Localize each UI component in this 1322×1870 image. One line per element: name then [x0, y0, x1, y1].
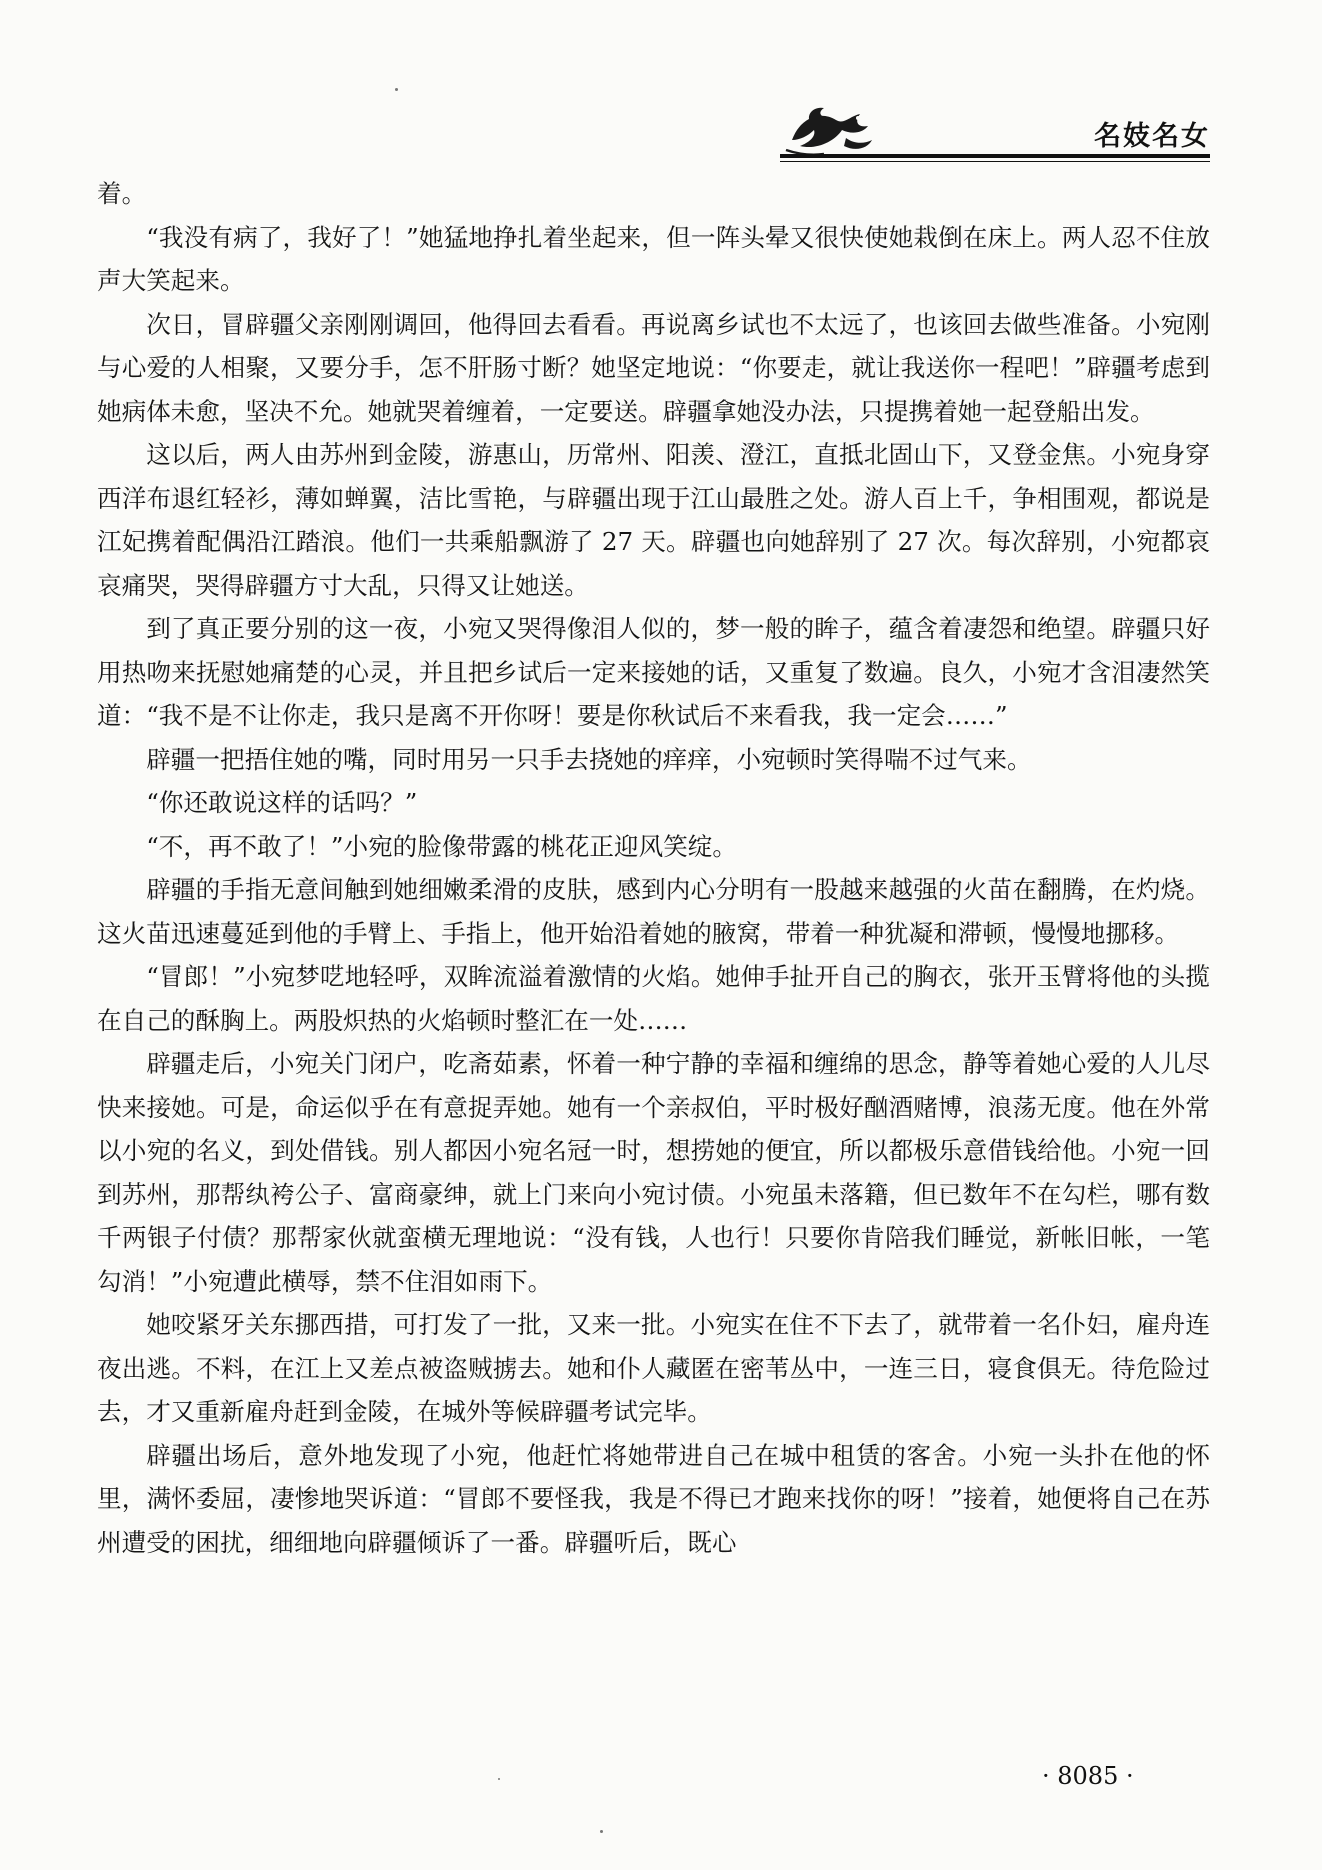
page-number: · 8085 ·	[1042, 1762, 1134, 1790]
header-rule-thick	[780, 154, 1210, 158]
scan-speck	[498, 1778, 500, 1780]
dragon-emblem-icon	[780, 100, 880, 162]
paragraph: 辟疆出场后，意外地发现了小宛，他赶忙将她带进自己在城中租赁的客舍。小宛一头扑在他的怀里，满怀委屈，凄惨地哭诉道：“冒郎不要怪我，我是不得已才跑来找你的呀！”接着，她便将自己在苏州遭受的困扰，细细地向辟疆倾诉了一番。辟疆听后，既心	[97, 1440, 1210, 1557]
running-header	[780, 100, 1210, 170]
section-title: 名妓名女	[1094, 121, 1210, 152]
paragraph: 辟疆一把捂住她的嘴，同时用另一只手去挠她的痒痒，小宛顿时笑得喘不过气来。	[146, 744, 1032, 774]
paragraph: “我没有病了，我好了！”她猛地挣扎着坐起来，但一阵头晕又很快使她栽倒在床上。两人忍不住放声大笑起来。	[97, 222, 1210, 295]
header-rule-thin	[780, 161, 1210, 162]
paragraph: 辟疆走后，小宛关门闭户，吃斋茹素，怀着一种宁静的幸福和缠绵的思念，静等着她心爱的人儿尽快来接她。可是，命运似乎在有意捉弄她。她有一个亲叔伯，平时极好酗酒赌博，浪荡无度。他在外常以小宛的名义，到处借钱。别人都因小宛名冠一时，想捞她的便宜，所以都极乐意借钱给他。小宛一回到苏州，那帮纨袴公子、富商豪绅，就上门来向小宛讨债。小宛虽未落籍，但已数年不在勾栏，哪有数千两银子付债？那帮家伙就蛮横无理地说：“没有钱，人也行！只要你肯陪我们睡觉，新帐旧帐，一笔勾消！”小宛遭此横辱，禁不住泪如雨下。	[97, 1049, 1210, 1296]
paragraph: 这以后，两人由苏州到金陵，游惠山，历常州、阳羡、澄江，直抵北固山下，又登金焦。小宛身穿西洋布退红轻衫，薄如蝉翼，洁比雪艳，与辟疆出现于江山最胜之处。游人百上千，争相围观，都说是江妃携着配偶沿江踏浪。他们一共乘船飘游了 27 天。辟疆也向她辞别了 27 次。每次辞别，小宛都哀哀痛哭，哭得辟疆方寸大乱，只得又让她送。	[97, 440, 1210, 600]
scan-speck	[600, 1830, 603, 1833]
paragraph: “冒郎！”小宛梦呓地轻呼，双眸流溢着激情的火焰。她伸手扯开自己的胸衣，张开玉臂将他的头揽在自己的酥胸上。两股炽热的火焰顿时整汇在一处……	[97, 962, 1210, 1035]
paragraph: 次日，冒辟疆父亲刚刚调回，他得回去看看。再说离乡试也不太远了，也该回去做些准备。小宛刚与心爱的人相聚，又要分手，怎不肝肠寸断？她坚定地说：“你要走，就让我送你一程吧！”辟疆考虑到她病体未愈，坚决不允。她就哭着缠着，一定要送。辟疆拿她没办法，只提携着她一起登船出发。	[97, 309, 1210, 426]
paragraph: 辟疆的手指无意间触到她细嫩柔滑的皮肤，感到内心分明有一股越来越强的火苗在翻腾，在灼烧。这火苗迅速蔓延到他的手臂上、手指上，他开始沿着她的腋窝，带着一种犹凝和滞顿，慢慢地挪移。	[97, 875, 1210, 948]
paragraph: “不，再不敢了！”小宛的脸像带露的桃花正迎风笑绽。	[146, 831, 737, 861]
paragraph: 她咬紧牙关东挪西措，可打发了一批，又来一批。小宛实在住不下去了，就带着一名仆妇，雇舟连夜出逃。不料，在江上又差点被盗贼掳去。她和仆人藏匿在密苇丛中，一连三日，寝食俱无。待危险过去，才又重新雇舟赶到金陵，在城外等候辟疆考试完毕。	[97, 1310, 1210, 1426]
paragraph: 到了真正要分别的这一夜，小宛又哭得像泪人似的，梦一般的眸子，蕴含着凄怨和绝望。辟疆只好用热吻来抚慰她痛楚的心灵，并且把乡试后一定来接她的话，又重复了数遍。良久，小宛才含泪凄然笑道：“我不是不让你走，我只是离不开你呀！要是你秋试后不来看我，我一定会……”	[97, 614, 1210, 730]
scan-speck	[395, 88, 398, 91]
paragraph: “你还敢说这样的话吗？”	[146, 788, 418, 817]
paragraph: 着。	[97, 179, 147, 208]
body-text	[97, 172, 1210, 1564]
